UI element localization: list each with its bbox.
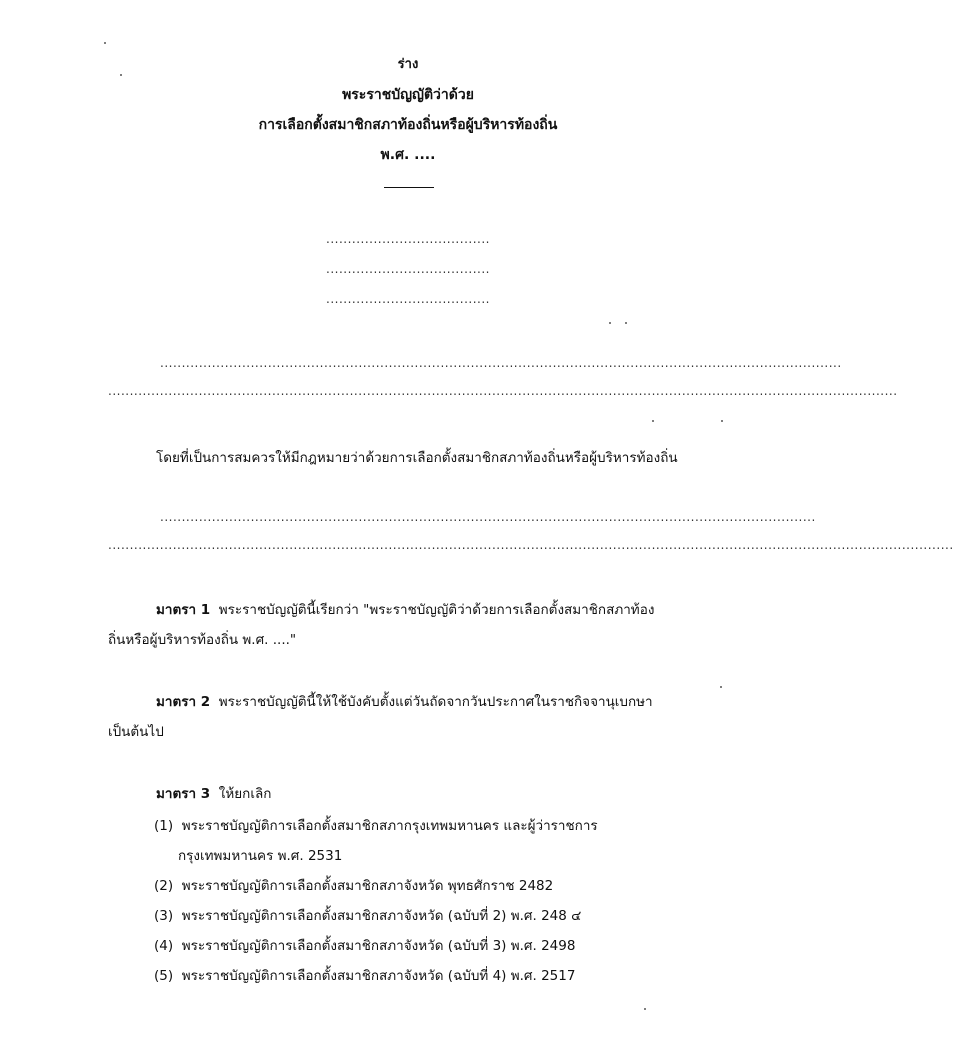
section-3-label: มาตรา 3 xyxy=(156,786,211,802)
section-2-text: พระราชบัญญัตินี้ให้ใช้บังคับตั้งแต่วันถัดจากวันประกาศในราชกิจจานุเบกษา xyxy=(218,694,653,710)
list-item-number: (4) xyxy=(154,938,174,954)
section-3 xyxy=(156,782,271,804)
list-item xyxy=(154,874,553,896)
scan-speck xyxy=(120,74,122,76)
title-line-2: การเลือกตั้งสมาชิกสภาท้องถิ่นหรือผู้บริหารท้องถิ่น xyxy=(258,117,558,133)
list-item-text: พระราชบัญญัติการเลือกตั้งสมาชิกสภาจังหวัด พุทธศักราช 2482 xyxy=(181,878,554,894)
list-item-number: (3) xyxy=(154,908,174,924)
enactment-dots-1: .............................................................................................................................................................. xyxy=(160,356,842,370)
signature-dots-1: ...................................... xyxy=(326,232,490,246)
scan-speck xyxy=(720,686,722,688)
title-line-1: พระราชบัญญัติว่าด้วย xyxy=(342,87,474,103)
scan-speck xyxy=(721,420,723,422)
list-item xyxy=(154,904,581,926)
signature-dots-2: ...................................... xyxy=(326,262,490,276)
scan-speck xyxy=(609,322,611,324)
list-item-text: พระราชบัญญัติการเลือกตั้งสมาชิกสภาจังหวัด (ฉบับที่ 3) พ.ศ. 2498 xyxy=(181,938,576,954)
section-1-label: มาตรา 1 xyxy=(156,602,211,618)
list-item xyxy=(154,964,575,986)
list-item-text: พระราชบัญญัติการเลือกตั้งสมาชิกสภาจังหวัด (ฉบับที่ 4) พ.ศ. 2517 xyxy=(181,968,576,984)
list-item-number: (2) xyxy=(154,878,174,894)
list-item-text: พระราชบัญญัติการเลือกตั้งสมาชิกสภากรุงเทพมหานคร และผู้ว่าราชการ xyxy=(181,818,598,834)
list-item xyxy=(154,814,598,836)
list-item xyxy=(154,934,575,956)
scan-speck xyxy=(644,1008,646,1010)
scan-speck xyxy=(625,322,627,324)
preamble-dots-1: ........................................................................................................................................................ xyxy=(160,510,816,524)
enactment-dots-2: ....................................................................................................................................................................................... xyxy=(108,384,898,398)
list-item-number: (5) xyxy=(154,968,174,984)
section-1 xyxy=(156,598,654,620)
scan-speck xyxy=(652,420,654,422)
list-item-text: พระราชบัญญัติการเลือกตั้งสมาชิกสภาจังหวัด (ฉบับที่ 2) พ.ศ. 248 ๔ xyxy=(181,908,582,924)
scan-speck xyxy=(104,42,106,44)
signature-dots-3: ...................................... xyxy=(326,292,490,306)
list-item-number: (1) xyxy=(154,818,174,834)
section-2-continuation: เป็นต้นไป xyxy=(108,724,164,740)
section-2 xyxy=(156,690,653,712)
draft-label: ร่าง xyxy=(397,57,419,72)
section-1-text: พระราชบัญญัตินี้เรียกว่า "พระราชบัญญัติว่าด้วยการเลือกตั้งสมาชิกสภาท้อง xyxy=(218,602,655,618)
title-underline xyxy=(384,187,434,188)
section-2-label: มาตรา 2 xyxy=(156,694,211,710)
preamble: โดยที่เป็นการสมควรให้มีกฎหมายว่าด้วยการเลือกตั้งสมาชิกสภาท้องถิ่นหรือผู้บริหารท้องถิ่น xyxy=(156,450,678,466)
preamble-dots-2: .................................................................................................................................................................................................... xyxy=(108,538,954,552)
section-1-continuation: ถิ่นหรือผู้บริหารท้องถิ่น พ.ศ. ...." xyxy=(108,632,297,648)
section-3-text: ให้ยกเลิก xyxy=(218,786,272,802)
year-line: พ.ศ. .... xyxy=(380,147,436,163)
list-item-continuation: กรุงเทพมหานคร พ.ศ. 2531 xyxy=(178,848,343,864)
